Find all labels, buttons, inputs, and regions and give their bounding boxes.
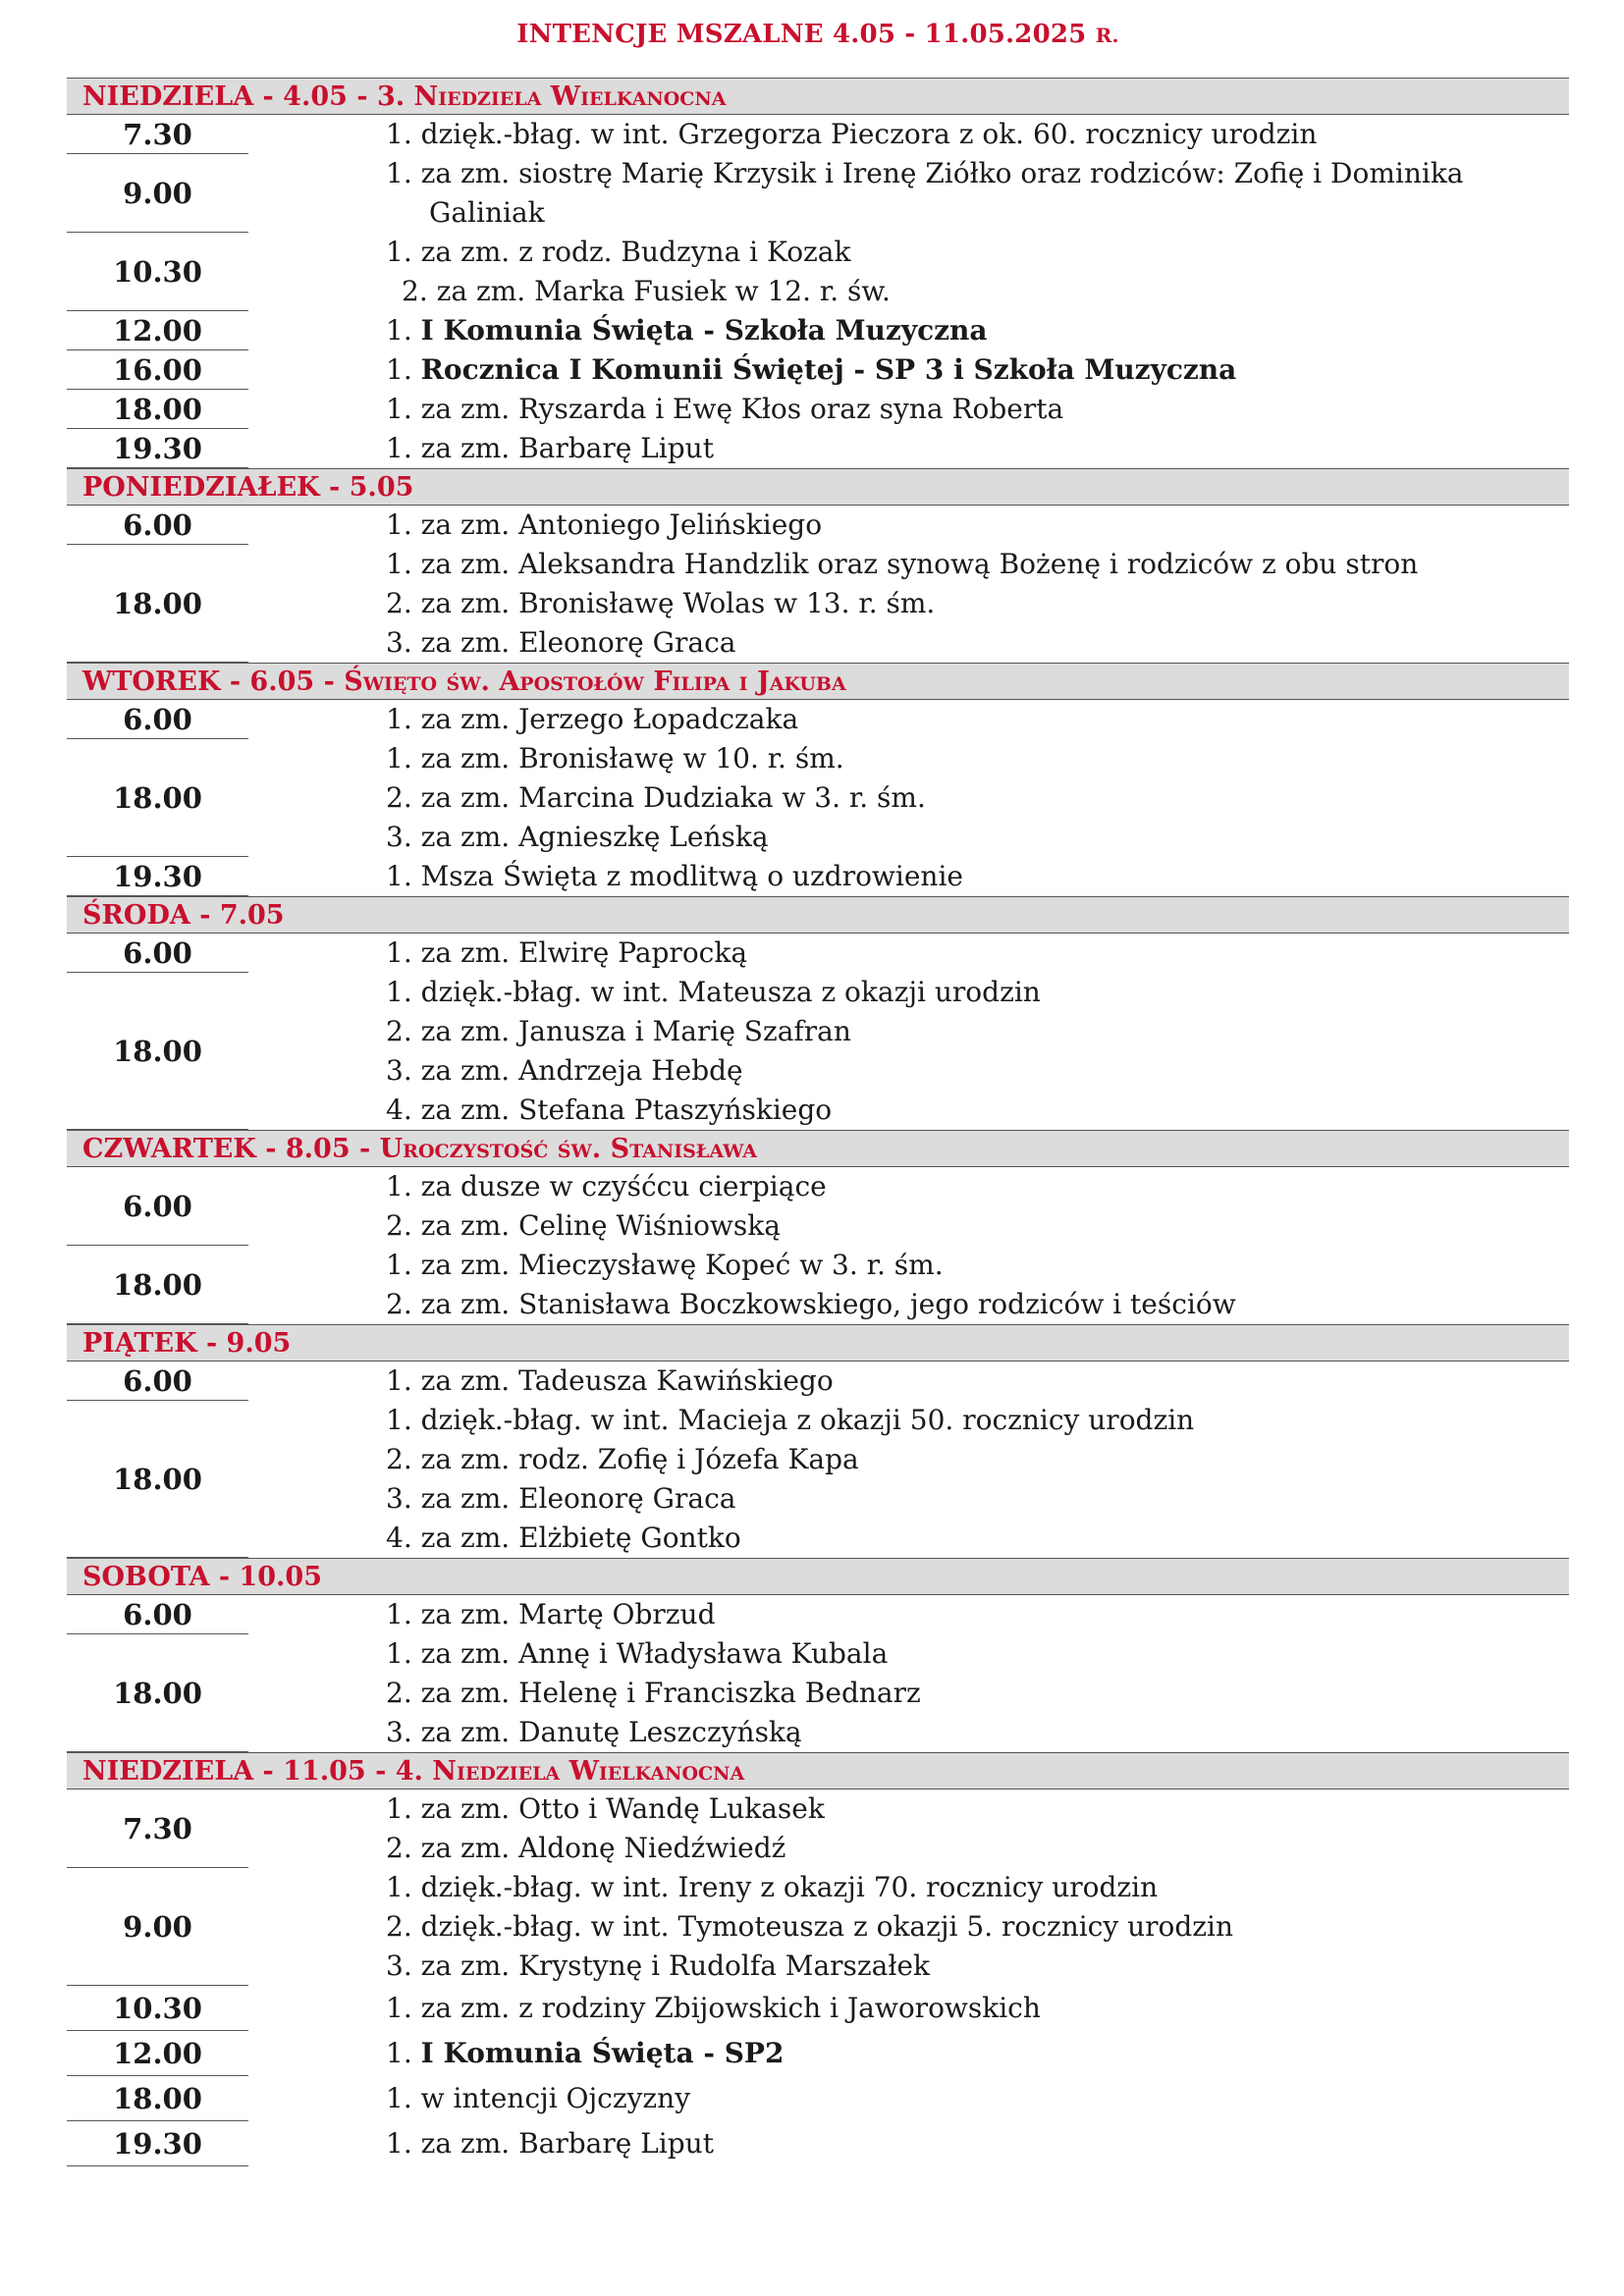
mass-time: 18.00 bbox=[67, 1634, 248, 1752]
intentions-list bbox=[248, 934, 747, 973]
intention-number: 1. bbox=[386, 353, 421, 386]
mass-row bbox=[67, 1634, 1569, 1752]
intention-line: 1. w intencji Ojczyzny bbox=[386, 2082, 691, 2114]
intentions-list bbox=[248, 154, 1463, 233]
intention-line: 3. za zm. Agnieszkę Leńską bbox=[386, 821, 769, 853]
intention-highlight: I Komunia Święta - SP2 bbox=[420, 2037, 785, 2069]
mass-time: 12.00 bbox=[67, 311, 248, 350]
mass-row bbox=[67, 1401, 1569, 1558]
day-name: WTOREK - 6.05 - bbox=[82, 667, 345, 697]
mass-time: 19.30 bbox=[67, 2121, 248, 2166]
intention-line: 1. dzięk.-błag. w int. Grzegorza Pieczora z ok. 60. rocznicy urodzin bbox=[386, 118, 1318, 150]
intention-line: 2. za zm. Stanisława Boczkowskiego, jego rodziców i teściów bbox=[386, 1288, 1236, 1320]
mass-row bbox=[67, 934, 1569, 973]
mass-row bbox=[67, 1595, 1569, 1634]
intention-line: 2. dzięk.-błag. w int. Tymoteusza z okazji 5. rocznicy urodzin bbox=[386, 1910, 1234, 1943]
intention-line: 4. za zm. Stefana Ptaszyńskiego bbox=[386, 1094, 833, 1126]
intentions-list bbox=[248, 739, 926, 857]
intention-line: 1. za zm. Aleksandra Handzlik oraz synową Bożenę i rodziców z obu stron bbox=[386, 548, 1419, 580]
mass-row bbox=[67, 154, 1569, 233]
mass-row bbox=[67, 1362, 1569, 1401]
intention-highlight: I Komunia Święta - Szkoła Muzyczna bbox=[420, 314, 988, 347]
mass-row bbox=[67, 506, 1569, 545]
mass-time: 7.30 bbox=[67, 115, 248, 154]
page-title bbox=[67, 20, 1569, 49]
day-header bbox=[67, 1752, 1569, 1789]
intention-number: 1. bbox=[386, 2037, 421, 2069]
day-header bbox=[67, 468, 1569, 506]
intentions-list bbox=[248, 2121, 714, 2166]
intentions-list bbox=[248, 1986, 1041, 2031]
mass-time: 10.30 bbox=[67, 233, 248, 311]
mass-row bbox=[67, 545, 1569, 663]
intention-line: 1. za zm. Tadeusza Kawińskiego bbox=[386, 1364, 834, 1397]
day-header bbox=[67, 78, 1569, 115]
day-header bbox=[67, 1558, 1569, 1595]
intention-line: 1. dzięk.-błag. w int. Ireny z okazji 70. rocznicy urodzin bbox=[386, 1871, 1159, 1903]
intentions-list bbox=[248, 1167, 827, 1246]
mass-time: 18.00 bbox=[67, 2076, 248, 2121]
intentions-list bbox=[248, 233, 891, 311]
mass-row bbox=[67, 115, 1569, 154]
intention-line: Galiniak bbox=[429, 196, 545, 229]
day-name: SOBOTA - 10.05 bbox=[82, 1562, 322, 1592]
mass-row bbox=[67, 2031, 1569, 2076]
intention-line: 2. za zm. Marka Fusiek w 12. r. św. bbox=[402, 275, 891, 307]
intentions-list bbox=[248, 350, 1236, 390]
day-header bbox=[67, 663, 1569, 700]
intentions-list bbox=[248, 311, 988, 350]
mass-time: 9.00 bbox=[67, 154, 248, 233]
intentions-list bbox=[248, 1789, 825, 1868]
intention-line: 2. za zm. Bronisławę Wolas w 13. r. śm. bbox=[386, 587, 936, 619]
intention-line: 1. za dusze w czyśćcu cierpiące bbox=[386, 1170, 827, 1202]
intention-line: 1. za zm. Barbarę Liput bbox=[386, 2127, 714, 2160]
day-name: NIEDZIELA - 4.05 - bbox=[82, 81, 377, 112]
intentions-list bbox=[248, 1246, 1236, 1324]
intentions-list bbox=[248, 857, 963, 896]
mass-row bbox=[67, 350, 1569, 390]
day-name: ŚRODA - 7.05 bbox=[82, 900, 285, 931]
intention-line bbox=[386, 2031, 784, 2076]
intention-line: 1. za zm. Ryszarda i Ewę Kłos oraz syna Roberta bbox=[386, 393, 1064, 425]
intentions-list bbox=[248, 700, 798, 739]
intentions-list bbox=[248, 115, 1317, 154]
mass-time: 16.00 bbox=[67, 350, 248, 390]
intention-line: 1. za zm. Elwirę Paprocką bbox=[386, 936, 748, 969]
mass-row bbox=[67, 233, 1569, 311]
intention-line: 1. za zm. Mieczysławę Kopeć w 3. r. śm. bbox=[386, 1249, 944, 1281]
mass-time: 19.30 bbox=[67, 857, 248, 896]
mass-time: 6.00 bbox=[67, 700, 248, 739]
feast-name: 3. Niedziela Wielkanocna bbox=[376, 81, 727, 112]
mass-row bbox=[67, 2076, 1569, 2121]
mass-row bbox=[67, 1986, 1569, 2031]
intention-line bbox=[386, 350, 1236, 390]
intention-number: 1. bbox=[386, 314, 421, 347]
intention-line: 3. za zm. Eleonorę Graca bbox=[386, 626, 736, 659]
intention-line: 2. za zm. Marcina Dudziaka w 3. r. śm. bbox=[386, 781, 926, 814]
mass-row bbox=[67, 311, 1569, 350]
intention-line: 4. za zm. Elżbietę Gontko bbox=[386, 1522, 741, 1554]
mass-row bbox=[67, 390, 1569, 429]
intention-line: 2. za zm. Helenę i Franciszka Bednarz bbox=[386, 1677, 921, 1709]
intention-line: 1. dzięk.-błag. w int. Mateusza z okazji urodzin bbox=[386, 976, 1041, 1008]
mass-row bbox=[67, 1167, 1569, 1246]
intentions-list bbox=[248, 1595, 716, 1634]
intention-line: 1. za zm. z rodziny Zbijowskich i Jaworowskich bbox=[386, 1992, 1041, 2024]
intentions-list bbox=[248, 390, 1063, 429]
intentions-list bbox=[248, 506, 822, 545]
intention-line: 1. za zm. Antoniego Jelińskiego bbox=[386, 508, 823, 541]
mass-row bbox=[67, 429, 1569, 468]
intentions-list bbox=[248, 2031, 784, 2076]
day-header bbox=[67, 896, 1569, 934]
intention-line: 2. za zm. Janusza i Marię Szafran bbox=[386, 1015, 851, 1047]
mass-time: 18.00 bbox=[67, 545, 248, 663]
day-header bbox=[67, 1324, 1569, 1362]
feast-name: Uroczystość św. Stanisława bbox=[379, 1134, 758, 1164]
intention-line: 1. za zm. z rodz. Budzyna i Kozak bbox=[386, 236, 851, 268]
mass-time: 18.00 bbox=[67, 739, 248, 857]
mass-time: 6.00 bbox=[67, 1167, 248, 1246]
intentions-list bbox=[248, 1868, 1233, 1986]
intention-line: 3. za zm. Danutę Leszczyńską bbox=[386, 1716, 802, 1748]
day-name: PIĄTEK - 9.05 bbox=[82, 1328, 292, 1359]
mass-row bbox=[67, 1868, 1569, 1986]
feast-name: Święto św. Apostołów Filipa i Jakuba bbox=[344, 667, 846, 697]
intention-line: 1. za zm. Otto i Wandę Lukasek bbox=[386, 1792, 825, 1825]
mass-time: 12.00 bbox=[67, 2031, 248, 2076]
mass-row bbox=[67, 2121, 1569, 2166]
intention-line: 1. dzięk.-błag. w int. Macieja z okazji 50. rocznicy urodzin bbox=[386, 1404, 1195, 1436]
mass-row bbox=[67, 857, 1569, 896]
intentions-list bbox=[248, 429, 714, 468]
intention-line: 1. za zm. Jerzego Łopadczaka bbox=[386, 703, 799, 735]
mass-time: 18.00 bbox=[67, 1401, 248, 1558]
mass-time: 18.00 bbox=[67, 390, 248, 429]
mass-time: 19.30 bbox=[67, 429, 248, 468]
intention-line: 1. za zm. Annę i Władysława Kubala bbox=[386, 1637, 889, 1670]
intentions-list bbox=[248, 1362, 834, 1401]
mass-time: 6.00 bbox=[67, 1362, 248, 1401]
intention-line: 3. za zm. Eleonorę Graca bbox=[386, 1482, 736, 1515]
day-header bbox=[67, 1130, 1569, 1167]
intention-line: 3. za zm. Andrzeja Hebdę bbox=[386, 1054, 743, 1087]
intentions-list bbox=[248, 545, 1418, 663]
mass-time: 6.00 bbox=[67, 506, 248, 545]
day-name: CZWARTEK - 8.05 - bbox=[82, 1134, 380, 1164]
intention-line: 1. za zm. Martę Obrzud bbox=[386, 1598, 716, 1630]
intention-line: 1. za zm. siostrę Marię Krzysik i Irenę Ziółko oraz rodziców: Zofię i Dominika bbox=[386, 157, 1464, 189]
mass-row bbox=[67, 700, 1569, 739]
mass-time: 10.30 bbox=[67, 1986, 248, 2031]
title-suffix: R. bbox=[1095, 24, 1119, 47]
intention-line bbox=[386, 311, 988, 350]
intention-line: 1. za zm. Barbarę Liput bbox=[386, 432, 714, 464]
mass-schedule bbox=[67, 78, 1569, 2166]
intention-line: 2. za zm. Aldonę Niedźwiedź bbox=[386, 1832, 786, 1864]
intention-line: 2. za zm. rodz. Zofię i Józefa Kapa bbox=[386, 1443, 859, 1475]
mass-time: 6.00 bbox=[67, 1595, 248, 1634]
intention-line: 1. Msza Święta z modlitwą o uzdrowienie bbox=[386, 860, 963, 892]
mass-time: 18.00 bbox=[67, 973, 248, 1130]
mass-time: 9.00 bbox=[67, 1868, 248, 1986]
intention-line: 2. za zm. Celinę Wiśniowską bbox=[386, 1209, 781, 1242]
intention-highlight: Rocznica I Komunii Świętej - SP 3 i Szkoła Muzyczna bbox=[420, 353, 1237, 386]
feast-name: 4. Niedziela Wielkanocna bbox=[395, 1756, 745, 1787]
mass-time: 18.00 bbox=[67, 1246, 248, 1324]
intentions-list bbox=[248, 2076, 690, 2121]
intention-line: 1. za zm. Bronisławę w 10. r. śm. bbox=[386, 742, 844, 774]
intentions-list bbox=[248, 1634, 921, 1752]
intentions-list bbox=[248, 1401, 1194, 1558]
intention-line: 3. za zm. Krystynę i Rudolfa Marszałek bbox=[386, 1949, 930, 1982]
day-name: NIEDZIELA - 11.05 - bbox=[82, 1756, 396, 1787]
mass-row bbox=[67, 739, 1569, 857]
mass-row bbox=[67, 1246, 1569, 1324]
title-main: INTENCJE MSZALNE 4.05 - 11.05.2025 bbox=[516, 20, 1087, 49]
mass-time: 6.00 bbox=[67, 934, 248, 973]
mass-row bbox=[67, 1789, 1569, 1868]
mass-row bbox=[67, 973, 1569, 1130]
mass-time: 7.30 bbox=[67, 1789, 248, 1868]
intentions-list bbox=[248, 973, 1041, 1130]
day-name: PONIEDZIAŁEK - 5.05 bbox=[82, 472, 414, 503]
